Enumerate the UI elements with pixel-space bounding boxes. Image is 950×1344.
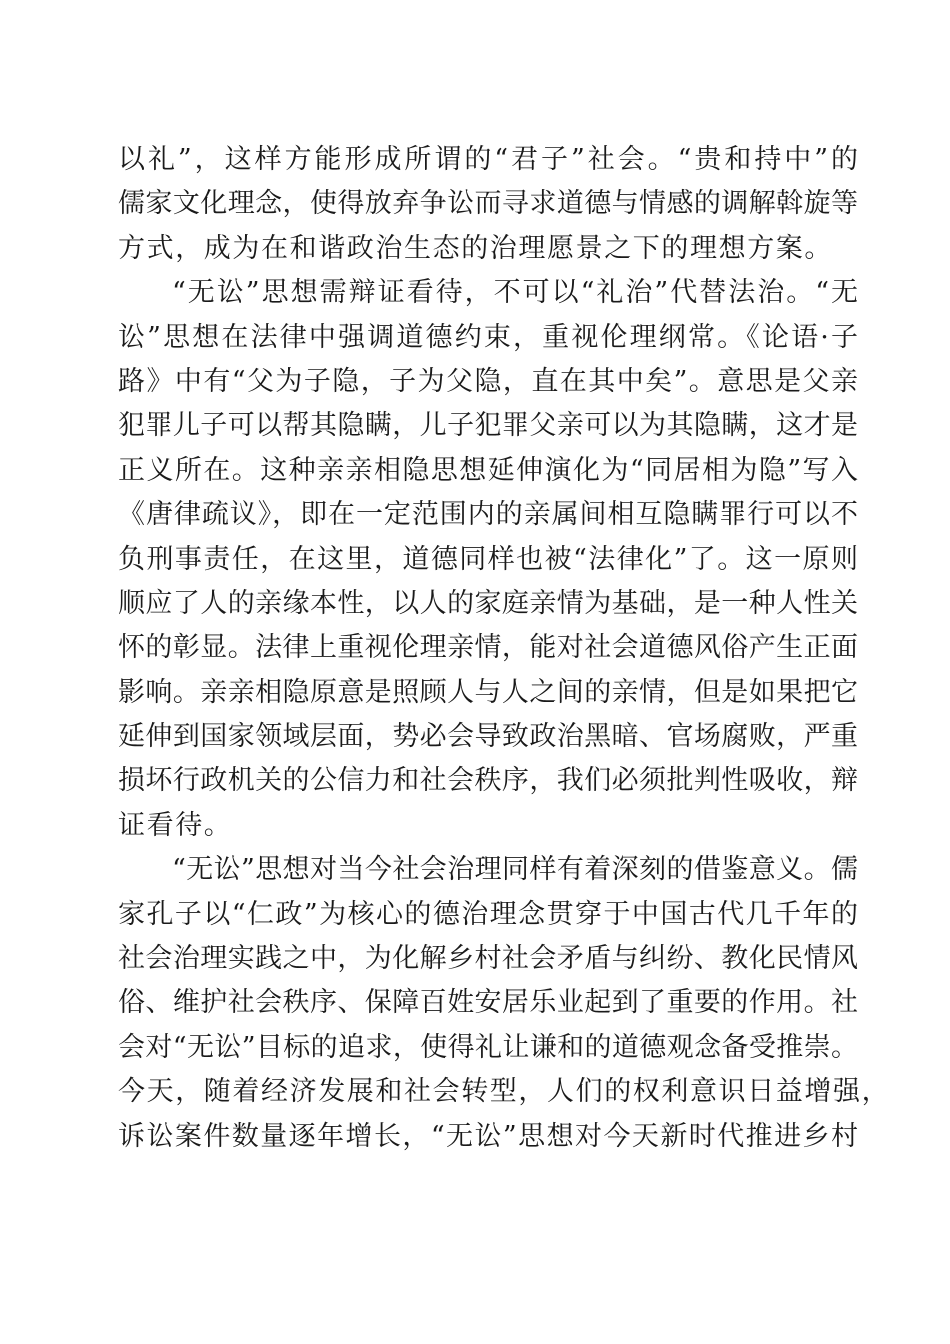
text-line: 损坏行政机关的公信力和社会秩序，我们必须批判性吸收，辩 — [118, 765, 858, 797]
text-line: 负刑事责任，在这里，道德同样也被“法律化”了。这一原则 — [118, 543, 858, 575]
text-line: 怀的彰显。法律上重视伦理亲情，能对社会道德风俗产生正面 — [118, 632, 858, 664]
text-line: 正义所在。这种亲亲相隐思想延伸演化为“同居相为隐”写入 — [118, 454, 858, 486]
text-line: 社会治理实践之中，为化解乡村社会矛盾与纠纷、教化民情风 — [118, 943, 858, 975]
paragraph-start-line: “无讼”思想对当今社会治理同样有着深刻的借鉴意义。儒 — [172, 854, 858, 886]
text-line: 以礼”，这样方能形成所谓的“君子”社会。“贵和持中”的 — [118, 144, 858, 175]
text-line: 方式，成为在和谐政治生态的治理愿景之下的理想方案。 — [118, 232, 833, 264]
text-line: 诉讼案件数量逐年增长，“无讼”思想对今天新时代推进乡村 — [118, 1120, 858, 1152]
text-line: 证看待。 — [118, 809, 233, 841]
text-line: 延伸到国家领域层面，势必会导致政治黑暗、官场腐败，严重 — [118, 721, 858, 753]
text-line: 儒家文化理念，使得放弃争讼而寻求道德与情感的调解斡旋等 — [118, 188, 858, 220]
text-line: 顺应了人的亲缘本性，以人的家庭亲情为基础，是一种人性关 — [118, 587, 858, 619]
text-line: 犯罪儿子可以帮其隐瞒，儿子犯罪父亲可以为其隐瞒，这才是 — [118, 410, 858, 442]
text-line: 《唐律疏议》，即在一定范围内的亲属间相互隐瞒罪行可以不 — [118, 499, 858, 531]
text-line: 影响。亲亲相隐原意是照顾人与人之间的亲情，但是如果把它 — [118, 676, 858, 708]
paragraph-start-line: “无讼”思想需辩证看待，不可以“礼治”代替法治。“无 — [172, 277, 858, 309]
text-line: 会对“无讼”目标的追求，使得礼让谦和的道德观念备受推崇。 — [118, 1031, 858, 1063]
text-line: 俗、维护社会秩序、保障百姓安居乐业起到了重要的作用。社 — [118, 987, 858, 1019]
body-text — [118, 138, 891, 1159]
text-line: 家孔子以“仁政”为核心的德治理念贯穿于中国古代几千年的 — [118, 898, 858, 930]
text-line: 讼”思想在法律中强调道德约束，重视伦理纲常。《论语·子 — [118, 321, 858, 353]
text-line: 今天，随着经济发展和社会转型，人们的权利意识日益增强， — [118, 1076, 891, 1108]
text-line: 路》中有“父为子隐，子为父隐，直在其中矣”。意思是父亲 — [118, 365, 858, 397]
